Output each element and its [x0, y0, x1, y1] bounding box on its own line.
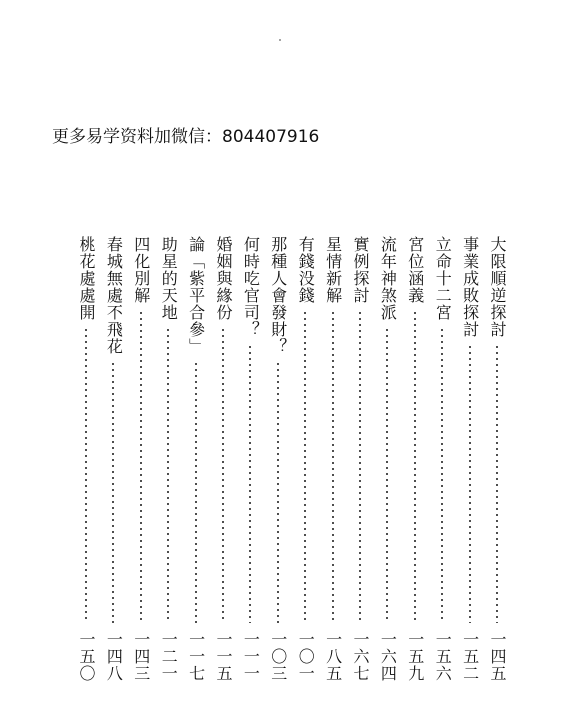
dot-leader — [496, 344, 498, 623]
toc-entry[interactable] — [185, 236, 207, 696]
toc-entry-title: 流年神煞派 — [378, 236, 398, 321]
toc-entry[interactable] — [431, 236, 453, 696]
toc-entry-title: 論「紫平合參」 — [186, 236, 206, 355]
toc-entry-title: 立命十二宮 — [433, 236, 453, 321]
toc-entry-page: 一一一 — [241, 631, 261, 682]
dot-leader — [222, 327, 224, 623]
toc-entry[interactable] — [75, 236, 97, 696]
dot-leader — [304, 310, 306, 623]
toc-entry-title: 那種人會發財？ — [268, 236, 288, 355]
toc-entry[interactable] — [102, 236, 124, 696]
toc-entry-title: 桃花處處開 — [77, 236, 96, 321]
toc-entry-page: 一八五 — [323, 631, 343, 682]
toc-entry[interactable] — [349, 236, 371, 696]
table-of-contents — [66, 236, 507, 696]
dot-leader — [359, 310, 361, 623]
toc-entry-title: 助星的天地 — [159, 236, 179, 321]
toc-entry[interactable] — [404, 236, 426, 696]
toc-entry-page: 一一七 — [186, 631, 206, 682]
dot-leader — [249, 344, 251, 623]
toc-entry-page: 一五六 — [433, 631, 453, 682]
toc-entry-title: 何時吃官司？ — [241, 236, 261, 338]
dot-leader — [332, 310, 334, 623]
dot-leader — [441, 327, 443, 623]
toc-entry-page: 一五二 — [460, 631, 480, 682]
toc-entry[interactable] — [459, 236, 481, 696]
toc-entry[interactable] — [212, 236, 234, 696]
dot-leader — [277, 361, 279, 623]
toc-entry-title: 大限順逆探討 — [488, 236, 507, 338]
toc-entry[interactable] — [130, 236, 152, 696]
dot-leader — [386, 327, 388, 623]
toc-entry-page: 一四八 — [104, 631, 124, 682]
toc-entry[interactable] — [267, 236, 289, 696]
toc-entry-title: 春城無處不飛花 — [104, 236, 124, 355]
toc-entry-page: 一二一 — [159, 631, 179, 682]
contact-note: 更多易学资料加微信：804407916 — [52, 127, 320, 147]
dot-leader — [112, 361, 114, 623]
dot-leader — [414, 310, 416, 623]
toc-entry[interactable] — [157, 236, 179, 696]
toc-entry[interactable] — [376, 236, 398, 696]
dot-leader — [140, 310, 142, 623]
toc-entry-page: 一六七 — [351, 631, 370, 682]
toc-entry[interactable] — [486, 236, 508, 696]
toc-entry[interactable] — [294, 236, 316, 696]
dot-leader — [469, 344, 471, 623]
toc-entry-page: 一六四 — [378, 631, 398, 682]
toc-entry-title: 實例探討 — [351, 236, 370, 304]
toc-entry-page: 一五〇 — [77, 631, 96, 682]
toc-entry-page: 一四五 — [488, 631, 507, 682]
toc-entry-page: 一〇三 — [268, 631, 288, 682]
toc-entry-title: 有錢没錢 — [296, 236, 316, 304]
dot-leader — [85, 327, 87, 623]
toc-entry-title: 事業成敗探討 — [460, 236, 480, 338]
toc-entry-page: 一四三 — [131, 631, 151, 682]
toc-entry-page: 一〇一 — [296, 631, 316, 682]
toc-entry[interactable] — [239, 236, 261, 696]
toc-entry[interactable] — [322, 236, 344, 696]
toc-entry-page: 一五九 — [405, 631, 425, 682]
toc-entry-title: 婚姻與緣份 — [214, 236, 233, 321]
toc-entry-title: 星情新解 — [323, 236, 343, 304]
dot-leader — [195, 361, 197, 623]
scan-speck — [279, 39, 281, 41]
toc-entry-title: 四化別解 — [131, 236, 151, 304]
dot-leader — [167, 327, 169, 623]
toc-entry-page: 一一五 — [214, 631, 233, 682]
toc-entry-title: 宮位涵義 — [405, 236, 425, 304]
